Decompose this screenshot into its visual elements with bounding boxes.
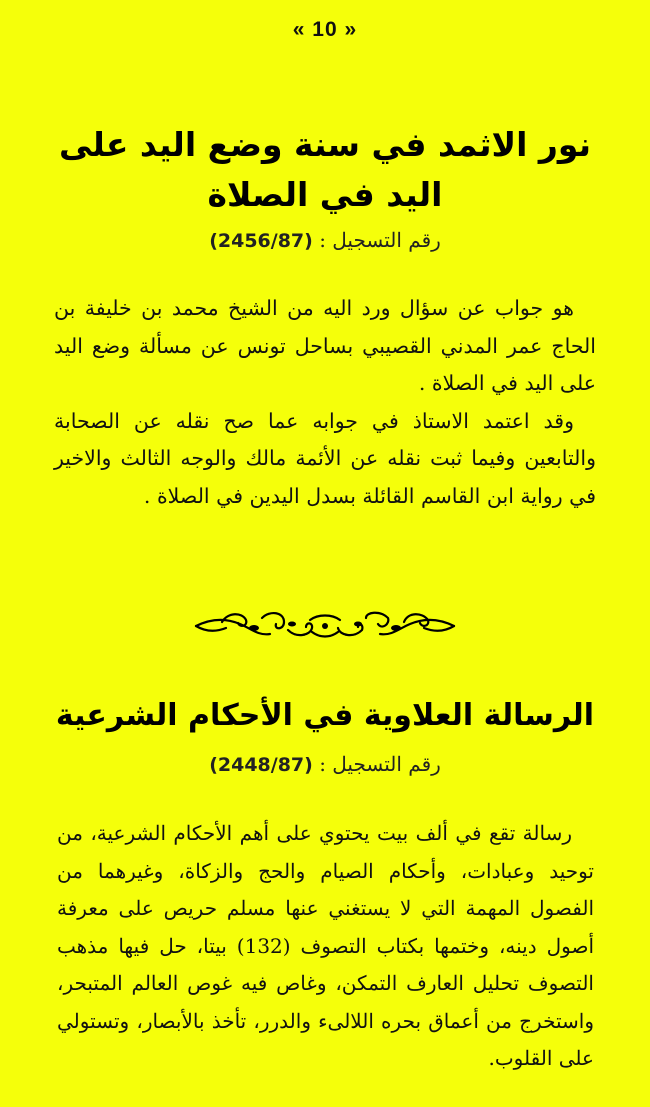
section-1-registration-label: رقم التسجيل :	[319, 228, 441, 252]
section-1-registration	[0, 228, 650, 252]
section-1-title: نور الاثمد في سنة وضع اليد على اليد في الصلاة	[59, 125, 591, 214]
section-2-body	[57, 815, 594, 1078]
section-2-title: الرسالة العلاوية في الأحكام الشرعية	[55, 698, 595, 733]
flourish-divider-icon	[192, 606, 458, 646]
section-1-registration-number: (2456/87)	[209, 230, 313, 252]
page-number: « 10 »	[292, 18, 358, 41]
section-2-paragraph: رسالة تقع في ألف بيت يحتوي على أهم الأحكام الشرعية، من توحيد وعبادات، وأحكام الصيام والحج والزكاة، وغيرهما من الفصول المهمة التي لا يستغني عنها مسلم حريص على معرفة أصول دينه، وختمها بكتاب التصوف (132) بيتا، حل فيها مذهب التصوف تحليل العارف التمكن، وغاص فيه غوص العالم المتبحر، واستخرج من أعماق بحره اللالىء والدرر، تأخذ بالأبصار، وتستولي على القلوب.	[57, 821, 594, 1070]
section-2-registration-number: (2448/87)	[209, 754, 313, 776]
section-2-registration-label: رقم التسجيل :	[319, 752, 441, 776]
section-1-body	[54, 290, 596, 515]
section-1-paragraph: هو جواب عن سؤال ورد اليه من الشيخ محمد بن خليفة بن الحاج عمر المدني القصيبي بساحل تونس عن مسألة وضع اليد على اليد في الصلاة .	[54, 296, 596, 395]
section-1-paragraph: وقد اعتمد الاستاذ في جوابه عما صح نقله عن الصحابة والتابعين وفيما ثبت نقله عن الأئمة مالك والوجه الثالث والاخير في رواية ابن القاسم القائلة بسدل اليدين في الصلاة .	[54, 408, 596, 508]
section-2-registration	[0, 752, 650, 776]
